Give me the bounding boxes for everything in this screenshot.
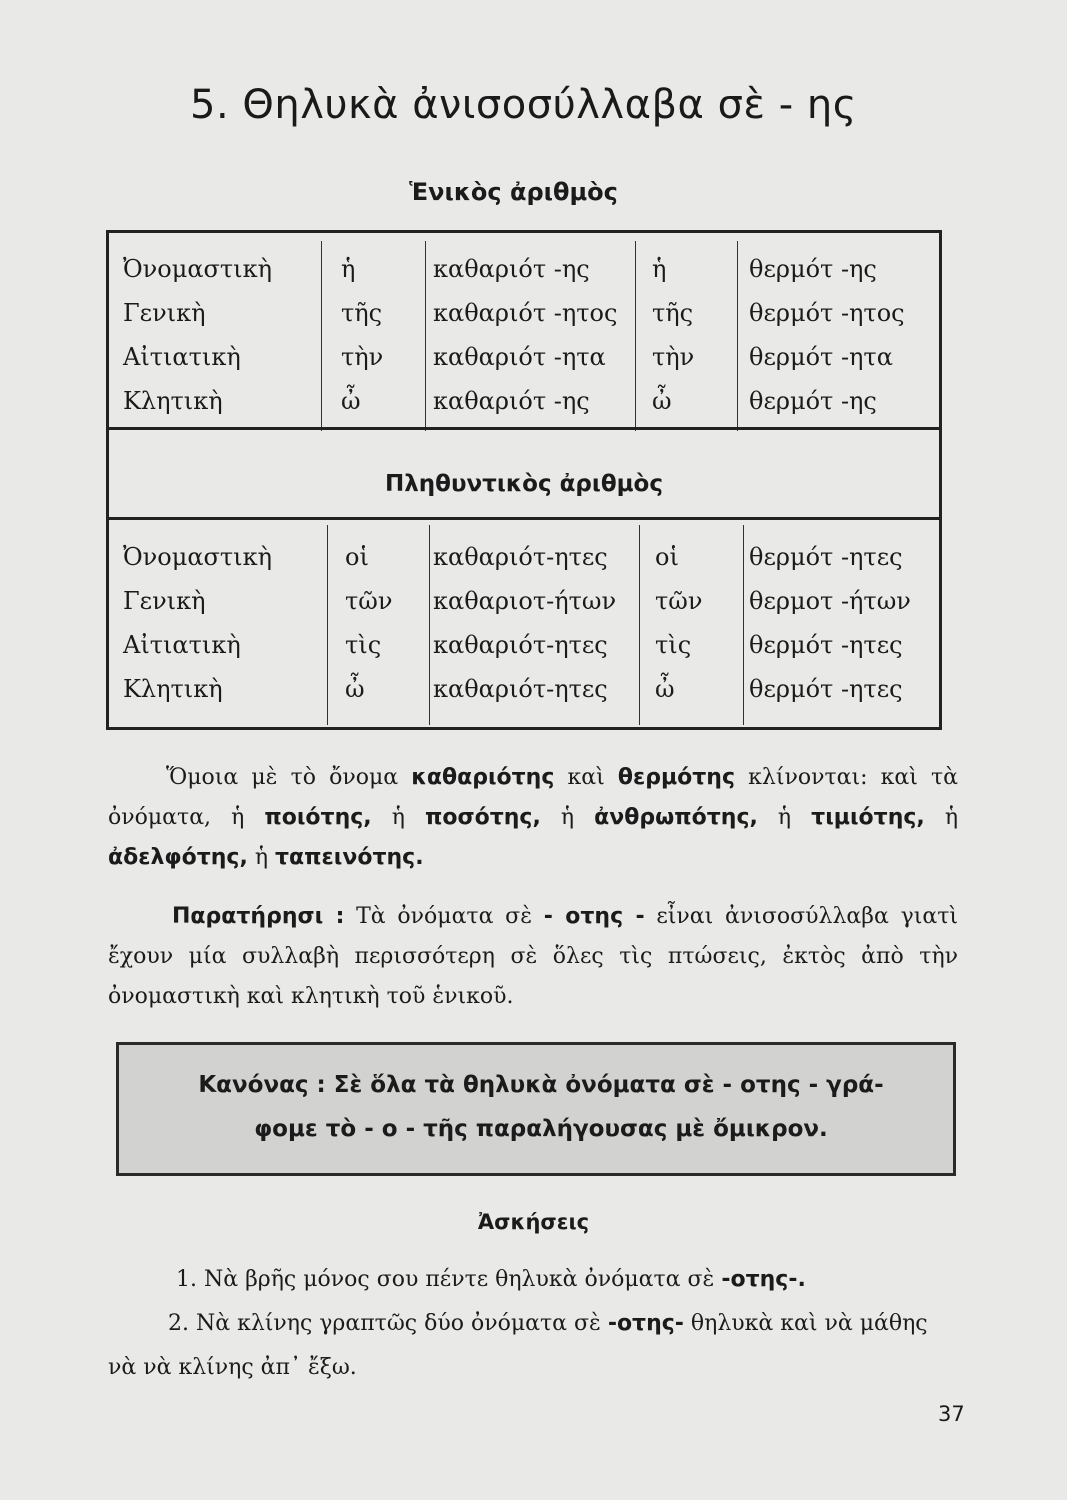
table-divider xyxy=(109,427,939,430)
bold-word: θερμότης xyxy=(617,765,736,790)
text: θηλυκὰ καὶ νὰ μάθης νὰ νὰ κλίνης ἀπ᾽ ἔξω. xyxy=(108,1311,928,1380)
noun-form: θερμοτ -ήτων xyxy=(749,587,911,615)
article: τῶν xyxy=(655,587,703,615)
text: ἡ xyxy=(924,805,959,830)
article: οἱ xyxy=(345,543,369,571)
singular-heading: Ἑνικὸς ἀριθμὸς xyxy=(409,178,618,206)
noun-form: θερμότ -ητος xyxy=(749,299,905,327)
article: ὦ xyxy=(341,387,361,415)
article: ἡ xyxy=(652,255,667,283)
bold-word: -οτης-. xyxy=(721,1267,806,1292)
text: ἡ xyxy=(540,805,595,830)
rule-line: Κανόνας : Σὲ ὅλα τὰ θηλυκὰ ὀνόματα σὲ - οτης - γρά- xyxy=(198,1072,884,1098)
note-paragraph xyxy=(108,897,958,1017)
column-divider xyxy=(321,241,322,431)
text: ἡ xyxy=(247,845,275,870)
bold-word: - οτης - xyxy=(543,904,645,929)
bold-word: τιμιότης, xyxy=(811,805,925,830)
case-label: Κλητικὴ xyxy=(123,387,223,415)
bold-word: -οτης- xyxy=(607,1311,684,1336)
bold-word: καθαριότης xyxy=(411,765,555,790)
case-label: Ὀνομαστικὴ xyxy=(123,255,272,283)
text: ἡ xyxy=(371,805,425,830)
text: Τὰ ὀνόματα σὲ xyxy=(344,904,544,929)
article: ὦ xyxy=(652,387,672,415)
exercise-item xyxy=(116,1258,966,1302)
page-number: 37 xyxy=(938,1402,965,1426)
column-divider xyxy=(639,525,640,725)
case-label: Ὀνομαστικὴ xyxy=(123,543,272,571)
text: 2. Νὰ κλίνης γραπτῶς δύο ὀνόματα σὲ xyxy=(168,1311,608,1336)
rule-line: φομε τὸ - ο - τῆς παραλήγουσας μὲ ὄμικρον. xyxy=(254,1116,828,1142)
text: καὶ xyxy=(554,765,618,790)
article: τῆς xyxy=(652,299,694,327)
text: εἶναι ἀνισοσύλλαβα γιατὶ ἔχουν μία συλλαβὴ περισσότερη σὲ ὅλες τὶς πτώσεις, ἐκτὸς ἀπὸ τὴν ὀνομαστικὴ καὶ κλητικὴ τοῦ ἑνικοῦ. xyxy=(108,904,959,1009)
column-divider xyxy=(737,241,738,431)
exercises-heading: Ἀσκήσεις xyxy=(477,1210,590,1234)
bold-word: ἀνθρωπότης, xyxy=(594,805,758,830)
text: Ὅμοια μὲ τὸ ὄνομα xyxy=(166,765,412,790)
bold-word: ποσότης, xyxy=(424,805,541,830)
text: ἡ xyxy=(757,805,812,830)
noun-form: καθαριότ -ητα xyxy=(433,343,606,371)
article: τῆς xyxy=(341,299,383,327)
column-divider xyxy=(429,525,430,725)
page-title: 5. Θηλυκὰ ἀνισοσύλλαβα σὲ - ης xyxy=(190,82,857,128)
case-label: Κλητικὴ xyxy=(123,675,223,703)
note-label: Παρατήρησι : xyxy=(172,904,345,929)
noun-form: καθαριοτ-ήτων xyxy=(433,587,617,615)
case-label: Αἰτιατικὴ xyxy=(123,343,241,371)
column-divider xyxy=(327,525,328,725)
article: τῶν xyxy=(345,587,393,615)
noun-form: καθαριότ-ητες xyxy=(433,543,608,571)
plural-heading: Πληθυντικὸς ἀριθμὸς xyxy=(385,471,663,497)
article: ἡ xyxy=(341,255,356,283)
table-divider xyxy=(109,517,939,520)
noun-form: θερμότ -ης xyxy=(749,387,877,415)
text: κλίνονται: καὶ τὰ ὀνόματα, ἡ xyxy=(108,765,958,830)
noun-form: θερμότ -ητες xyxy=(749,675,903,703)
declension-table xyxy=(106,230,942,730)
column-divider xyxy=(635,241,636,431)
case-label: Γενικὴ xyxy=(123,299,206,327)
exercise-item xyxy=(108,1302,958,1390)
article: ὦ xyxy=(655,675,675,703)
noun-form: θερμότ -ητες xyxy=(749,631,903,659)
article: τὶς xyxy=(345,631,382,659)
column-divider xyxy=(743,525,744,725)
article: οἱ xyxy=(655,543,679,571)
noun-form: καθαριότ -ης xyxy=(433,387,590,415)
bold-word: ταπεινότης. xyxy=(275,845,424,870)
article: τὴν xyxy=(341,343,384,371)
article: τὶς xyxy=(655,631,692,659)
noun-form: θερμότ -ης xyxy=(749,255,877,283)
column-divider xyxy=(425,241,426,431)
noun-form: θερμότ -ητα xyxy=(749,343,893,371)
similar-nouns-paragraph xyxy=(108,758,958,878)
noun-form: καθαριότ -ης xyxy=(433,255,590,283)
noun-form: καθαριότ-ητες xyxy=(433,631,608,659)
article: ὦ xyxy=(345,675,365,703)
rule-box xyxy=(116,1042,956,1176)
bold-word: ποιότης, xyxy=(264,805,372,830)
case-label: Αἰτιατικὴ xyxy=(123,631,241,659)
noun-form: καθαριότ -ητος xyxy=(433,299,618,327)
text: 1. Νὰ βρῆς μόνος σου πέντε θηλυκὰ ὀνόματα σὲ xyxy=(176,1267,722,1292)
bold-word: ἀδελφότης, xyxy=(108,845,248,870)
case-label: Γενικὴ xyxy=(123,587,206,615)
noun-form: καθαριότ-ητες xyxy=(433,675,608,703)
noun-form: θερμότ -ητες xyxy=(749,543,903,571)
article: τὴν xyxy=(652,343,695,371)
